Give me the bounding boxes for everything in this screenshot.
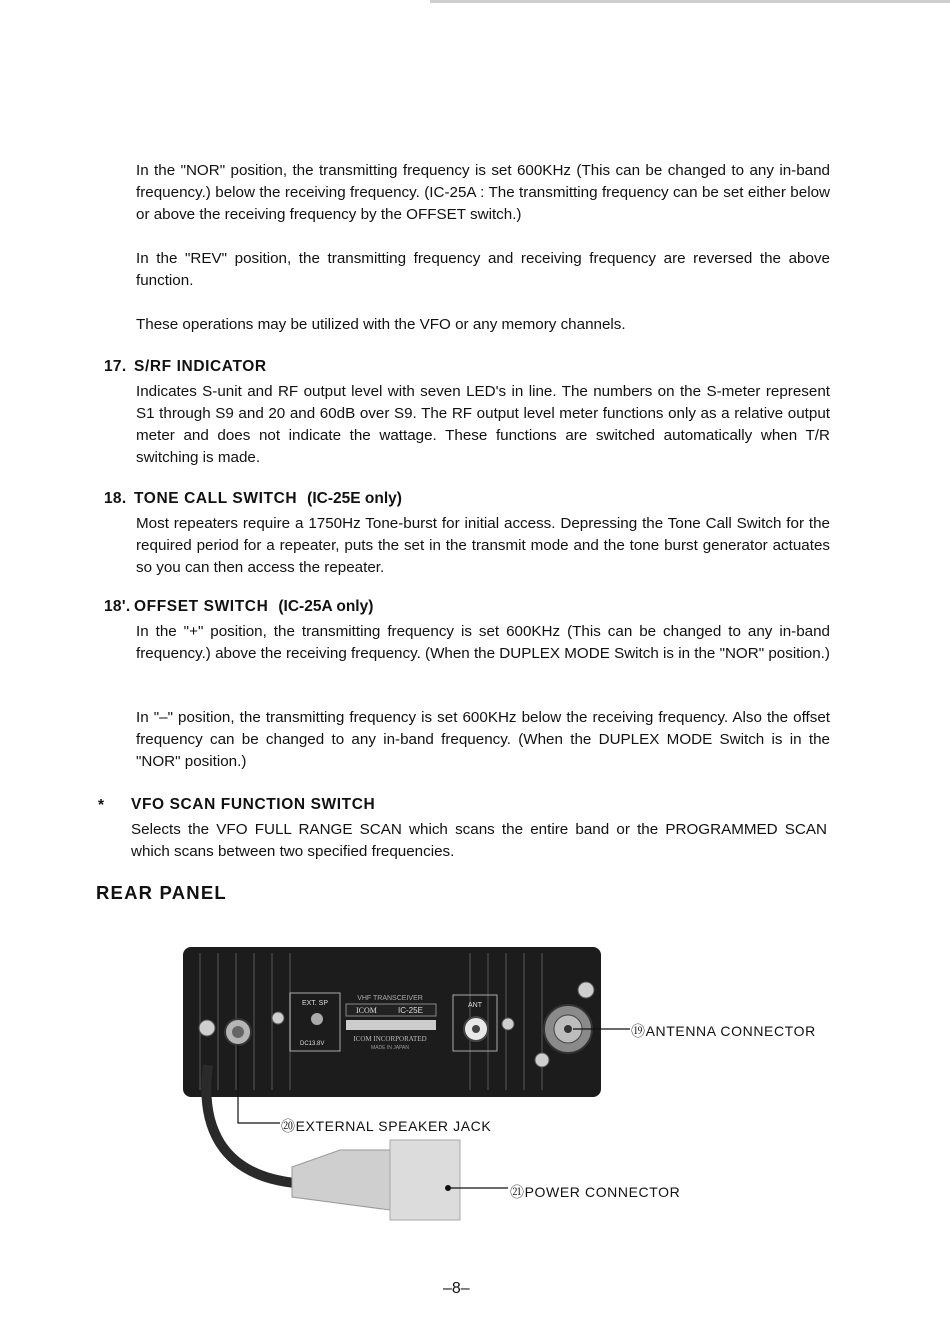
- s-rf-indicator-body: Indicates S-unit and RF output level with seven LED's in line. The numbers on the S-meter represent S1 through S9 and 20 and 60dB over S9. The RF output level meter functions only as a relative output meter and does not indicate the wattage. These functions are switched automatically when T/R switching is made.: [136, 383, 830, 466]
- section-heading-offset-switch: [134, 598, 373, 616]
- power-connector-callout: ㉑POWER CONNECTOR: [510, 1184, 681, 1200]
- top-edge-rule: [430, 0, 950, 3]
- section-title: S/RF INDICATOR: [134, 358, 267, 375]
- antenna-connector-pin: [564, 1025, 572, 1033]
- section-title: VFO SCAN FUNCTION SWITCH: [131, 796, 376, 813]
- screw-top-right: [578, 982, 594, 998]
- tone-call-switch-body: Most repeaters require a 1750Hz Tone-burst for initial access. Depressing the Tone Call Switch for the required period for a repeater, puts the set in the transmit mode and the tone burst generator actuates so you can then access the repeater.: [136, 515, 830, 576]
- section-model-note: (IC-25A only): [278, 598, 374, 615]
- maker-label: ICOM INCORPORATED: [353, 1035, 427, 1043]
- vhf-label: VHF TRANSCEIVER: [357, 995, 423, 1002]
- vfo-memory-paragraph: These operations may be utilized with the VFO or any memory channels.: [136, 316, 626, 333]
- made-in-label: MADE IN JAPAN: [371, 1045, 409, 1051]
- rear-panel-title: REAR PANEL: [96, 882, 227, 903]
- ext-sp-label: EXT. SP: [301, 1000, 329, 1007]
- vfo-scan-body: Selects the VFO FULL RANGE SCAN which scans the entire band or the PROGRAMMED SCAN which scans between two specified frequencies.: [131, 821, 827, 860]
- section-title: TONE CALL SWITCH: [134, 490, 298, 507]
- screw-center-right: [502, 1018, 514, 1030]
- brand-label: ICOM: [356, 1006, 377, 1015]
- nor-position-paragraph: In the "NOR" position, the transmitting frequency is set 600KHz (This can be changed to any in-band frequency.) below the receiving frequency. (IC-25A : The transmitting frequency can be set either below or above the receiving frequency by the OFFSET switch.): [136, 162, 830, 223]
- offset-switch-body-minus: In "–" position, the transmitting frequency is set 600KHz below the receiving frequency. Also the offset frequency can be changed to any in-band frequency. (When the DUPLEX MODE Switch is in the "NOR" position.): [136, 709, 830, 770]
- external-speaker-jack-callout: ⑳EXTERNAL SPEAKER JACK: [281, 1118, 492, 1134]
- model-label: IC-25E: [398, 1006, 423, 1015]
- speaker-jack-hole: [232, 1026, 244, 1038]
- section-heading-tone-call-switch: [134, 490, 402, 508]
- section-heading-s-rf-indicator: [134, 358, 267, 376]
- section-number-18-prime: 18'.: [104, 598, 131, 615]
- section-heading-vfo-scan: [131, 796, 375, 814]
- section-number-18: 18.: [104, 490, 127, 507]
- offset-switch-body-plus: In the "+" position, the transmitting frequency is set 600KHz (This can be changed to any in-band frequency.) above the receiving frequency. (When the DUPLEX MODE Switch is in the "NOR" position.): [136, 623, 830, 662]
- section-model-note: (IC-25E only): [307, 490, 402, 507]
- section-title: OFFSET SWITCH: [134, 598, 269, 615]
- section-bullet-asterisk: *: [98, 797, 105, 814]
- page-number: –8–: [443, 1280, 470, 1297]
- serial-plate: [346, 1020, 436, 1030]
- screw-center-left: [272, 1012, 284, 1024]
- section-number-17: 17.: [104, 358, 127, 375]
- ext-sp-jack: [311, 1013, 323, 1025]
- ant-label: ANT: [468, 1002, 482, 1009]
- ant-socket-pin: [472, 1025, 480, 1033]
- rev-position-paragraph: In the "REV" position, the transmitting frequency and receiving frequency are reversed the above function.: [136, 250, 830, 289]
- screw-left: [199, 1020, 215, 1036]
- power-plug-housing: [390, 1140, 460, 1220]
- screw-bottom-right: [535, 1053, 549, 1067]
- dc-label: DC13.8V: [300, 1041, 325, 1047]
- antenna-connector-callout: ⑲ANTENNA CONNECTOR: [631, 1023, 816, 1039]
